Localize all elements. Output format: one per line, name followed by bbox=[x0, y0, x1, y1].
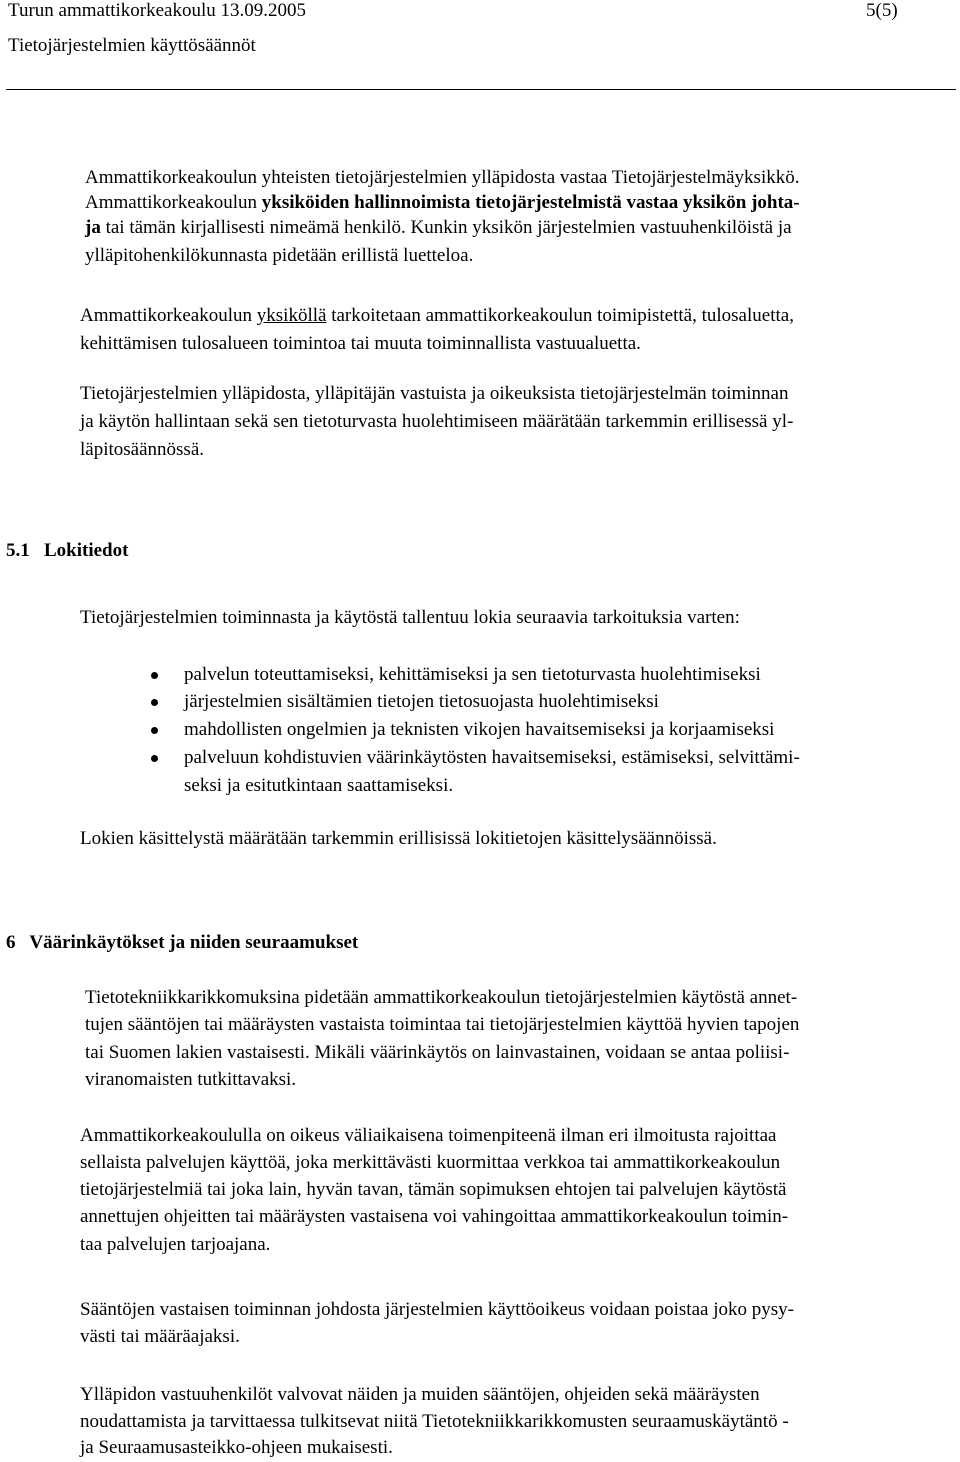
paragraph-line: Tietotekniikkarikkomuksina pidetään ammattikorkeakoulun tietojärjestelmien käytöstä annet- bbox=[85, 987, 798, 1008]
paragraph-line: västi tai määräajaksi. bbox=[80, 1326, 240, 1347]
page-number: 5(5) bbox=[866, 0, 898, 21]
list-item: järjestelmien sisältämien tietojen tietosuojasta huolehtimiseksi bbox=[184, 691, 659, 712]
unit-def-line-1-text-c: tarkoitetaan ammattikorkeakoulun toimipistettä, tulosaluetta, bbox=[326, 305, 794, 326]
section-5-1-lead: Tietojärjestelmien toiminnasta ja käytöstä tallentuu lokia seuraavia tarkoituksia varten: bbox=[80, 607, 740, 628]
list-item-continuation: seksi ja esitutkintaan saattamiseksi. bbox=[184, 775, 454, 796]
section-5-1-heading: 5.1 Lokitiedot bbox=[6, 540, 129, 561]
section-6-heading: 6 Väärinkäytökset ja niiden seuraamukset bbox=[6, 932, 359, 953]
unit-def-line-1-text-a: Ammattikorkeakoulun bbox=[80, 305, 257, 326]
header-org-date: Turun ammattikorkeakoulu 13.09.2005 bbox=[8, 0, 306, 21]
intro-line-3-text: tai tämän kirjallisesti nimeämä henkilö. Kunkin yksikön järjestelmien vastuuhenkilöistä ja bbox=[100, 217, 792, 238]
bullet-icon bbox=[151, 672, 158, 679]
paragraph-line: annettujen ohjeitten tai määräysten vastaisena voi vahingoittaa ammattikorkeakoulun toimin- bbox=[80, 1206, 789, 1227]
paragraph-line: Sääntöjen vastaisen toiminnan johdosta järjestelmien käyttöoikeus voidaan poistaa joko pysy- bbox=[80, 1299, 794, 1320]
bullet-icon bbox=[151, 699, 158, 706]
paragraph-line: tujen sääntöjen tai määräysten vastaista toimintaa tai tietojärjestelmien käyttöä hyvien tapojen bbox=[85, 1014, 800, 1035]
intro-line-2-bold: yksiköiden hallinnoimista tietojärjestelmistä vastaa yksikön johta- bbox=[261, 192, 800, 213]
paragraph-line: Ammattikorkeakoululla on oikeus väliaikaisena toimenpiteenä ilman eri ilmoitusta rajoittaa bbox=[80, 1125, 777, 1146]
paragraph-line: tietojärjestelmiä tai joka lain, hyvän tavan, tämän sopimuksen ehtojen tai palvelujen käytöstä bbox=[80, 1179, 787, 1200]
intro-line-3-bold: ja bbox=[85, 217, 101, 238]
intro-line-1: Ammattikorkeakoulun yhteisten tietojärjestelmien ylläpidosta vastaa Tietojärjestelmäyksikkö. bbox=[85, 167, 800, 188]
maintenance-line-2: ja käytön hallintaan sekä sen tietoturvasta huolehtimiseen määrätään tarkemmin erillisessä yl- bbox=[80, 411, 794, 432]
paragraph-line: taa palvelujen tarjoajana. bbox=[80, 1234, 271, 1255]
intro-line-3 bbox=[85, 217, 792, 239]
paragraph-line: tai Suomen lakien vastaisesti. Mikäli väärinkäytös on lainvastainen, voidaan se antaa poliisi- bbox=[85, 1042, 790, 1063]
paragraph-line: noudattamista ja tarvittaessa tulkitsevat niitä Tietotekniikkarikkomusten seuraamuskäytäntö - bbox=[80, 1411, 789, 1432]
unit-def-line-2: kehittämisen tulosalueen toimintoa tai muuta toiminnallista vastuualuetta. bbox=[80, 333, 641, 354]
list-item: palveluun kohdistuvien väärinkäytösten havaitsemiseksi, estämiseksi, selvittämi- bbox=[184, 747, 800, 768]
header-rule bbox=[6, 89, 956, 90]
unit-def-line-1 bbox=[80, 305, 794, 327]
intro-line-2-text: Ammattikorkeakoulun bbox=[85, 192, 262, 213]
paragraph-line: sellaista palvelujen käyttöä, joka merkittävästi kuormittaa verkkoa tai ammattikorkeakoulun bbox=[80, 1152, 781, 1173]
intro-line-4: ylläpitohenkilökunnasta pidetään erillistä luetteloa. bbox=[85, 245, 474, 266]
intro-line-2 bbox=[85, 192, 800, 214]
paragraph-line: viranomaisten tutkittavaksi. bbox=[85, 1069, 297, 1090]
paragraph-line: ja Seuraamusasteikko-ohjeen mukaisesti. bbox=[80, 1437, 393, 1458]
bullet-icon bbox=[151, 727, 158, 734]
maintenance-line-1: Tietojärjestelmien ylläpidosta, ylläpitäjän vastuista ja oikeuksista tietojärjestelmän toiminnan bbox=[80, 383, 789, 404]
bullet-icon bbox=[151, 755, 158, 762]
maintenance-line-3: läpitosäännössä. bbox=[80, 439, 205, 460]
list-item: palvelun toteuttamiseksi, kehittämiseksi ja sen tietoturvasta huolehtimiseksi bbox=[184, 664, 761, 685]
unit-def-term: yksiköllä bbox=[256, 305, 327, 326]
section-5-1-closing: Lokien käsittelystä määrätään tarkemmin erillisissä lokitietojen käsittelysäännöissä. bbox=[80, 828, 717, 849]
paragraph-line: Ylläpidon vastuuhenkilöt valvovat näiden ja muiden sääntöjen, ohjeiden sekä määräysten bbox=[80, 1384, 760, 1405]
list-item: mahdollisten ongelmien ja teknisten vikojen havaitsemiseksi ja korjaamiseksi bbox=[184, 719, 775, 740]
document-title: Tietojärjestelmien käyttösäännöt bbox=[8, 35, 256, 56]
